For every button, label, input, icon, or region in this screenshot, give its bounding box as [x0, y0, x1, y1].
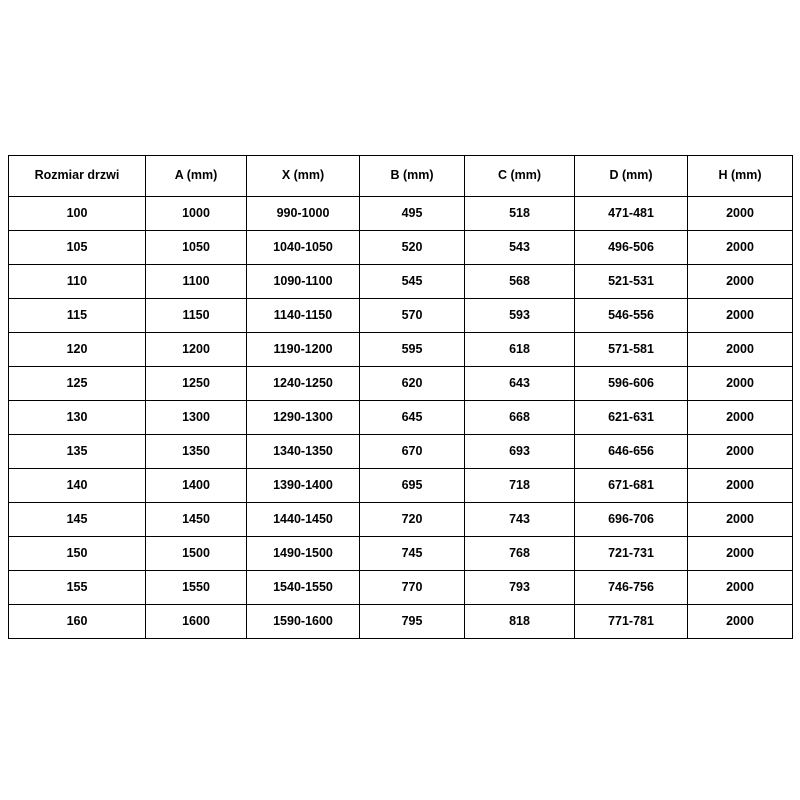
table-cell: 2000 [688, 469, 793, 503]
table-cell: 990-1000 [247, 197, 360, 231]
table-cell: 618 [465, 333, 575, 367]
table-row [9, 469, 793, 503]
table-cell: 1450 [146, 503, 247, 537]
table-cell: 621-631 [575, 401, 688, 435]
table-cell: 521-531 [575, 265, 688, 299]
table-cell: 1090-1100 [247, 265, 360, 299]
table-cell: 1200 [146, 333, 247, 367]
table-row [9, 265, 793, 299]
table-header [9, 156, 793, 197]
table-cell: 120 [9, 333, 146, 367]
table-cell: 1190-1200 [247, 333, 360, 367]
table-cell: 593 [465, 299, 575, 333]
door-size-spec-table-container [8, 155, 792, 639]
table-cell: 793 [465, 571, 575, 605]
table-cell: 1600 [146, 605, 247, 639]
table-cell: 135 [9, 435, 146, 469]
table-cell: 671-681 [575, 469, 688, 503]
door-size-spec-table [8, 155, 793, 639]
table-cell: 2000 [688, 197, 793, 231]
table-row [9, 503, 793, 537]
table-cell: 2000 [688, 435, 793, 469]
table-cell: 643 [465, 367, 575, 401]
table-cell: 125 [9, 367, 146, 401]
table-cell: 568 [465, 265, 575, 299]
table-cell: 721-731 [575, 537, 688, 571]
table-cell: 1490-1500 [247, 537, 360, 571]
column-header-c: C (mm) [465, 156, 575, 197]
table-cell: 818 [465, 605, 575, 639]
table-cell: 768 [465, 537, 575, 571]
table-cell: 160 [9, 605, 146, 639]
table-cell: 1350 [146, 435, 247, 469]
table-row [9, 537, 793, 571]
table-row [9, 435, 793, 469]
table-cell: 115 [9, 299, 146, 333]
table-cell: 1440-1450 [247, 503, 360, 537]
table-cell: 571-581 [575, 333, 688, 367]
table-cell: 110 [9, 265, 146, 299]
table-cell: 1290-1300 [247, 401, 360, 435]
table-cell: 718 [465, 469, 575, 503]
table-cell: 1550 [146, 571, 247, 605]
table-row [9, 197, 793, 231]
table-cell: 2000 [688, 299, 793, 333]
table-cell: 1400 [146, 469, 247, 503]
table-cell: 140 [9, 469, 146, 503]
table-row [9, 401, 793, 435]
table-row [9, 605, 793, 639]
table-cell: 2000 [688, 401, 793, 435]
table-cell: 495 [360, 197, 465, 231]
table-cell: 1250 [146, 367, 247, 401]
table-cell: 1140-1150 [247, 299, 360, 333]
table-cell: 520 [360, 231, 465, 265]
table-cell: 720 [360, 503, 465, 537]
table-cell: 496-506 [575, 231, 688, 265]
table-cell: 645 [360, 401, 465, 435]
table-header-row [9, 156, 793, 197]
table-cell: 646-656 [575, 435, 688, 469]
table-cell: 595 [360, 333, 465, 367]
table-cell: 570 [360, 299, 465, 333]
table-cell: 546-556 [575, 299, 688, 333]
table-cell: 1340-1350 [247, 435, 360, 469]
table-cell: 795 [360, 605, 465, 639]
table-cell: 771-781 [575, 605, 688, 639]
table-cell: 545 [360, 265, 465, 299]
table-cell: 1050 [146, 231, 247, 265]
table-cell: 1240-1250 [247, 367, 360, 401]
table-row [9, 299, 793, 333]
table-cell: 150 [9, 537, 146, 571]
table-row [9, 367, 793, 401]
table-cell: 155 [9, 571, 146, 605]
table-cell: 1150 [146, 299, 247, 333]
table-cell: 1100 [146, 265, 247, 299]
table-cell: 100 [9, 197, 146, 231]
table-cell: 668 [465, 401, 575, 435]
table-cell: 620 [360, 367, 465, 401]
table-cell: 145 [9, 503, 146, 537]
table-cell: 1390-1400 [247, 469, 360, 503]
table-cell: 745 [360, 537, 465, 571]
table-cell: 543 [465, 231, 575, 265]
column-header-x: X (mm) [247, 156, 360, 197]
table-cell: 1590-1600 [247, 605, 360, 639]
table-cell: 2000 [688, 367, 793, 401]
table-body [9, 197, 793, 639]
table-cell: 1000 [146, 197, 247, 231]
column-header-a: A (mm) [146, 156, 247, 197]
table-cell: 518 [465, 197, 575, 231]
table-row [9, 333, 793, 367]
table-cell: 2000 [688, 571, 793, 605]
table-cell: 105 [9, 231, 146, 265]
table-cell: 596-606 [575, 367, 688, 401]
table-cell: 471-481 [575, 197, 688, 231]
table-cell: 2000 [688, 537, 793, 571]
table-cell: 2000 [688, 503, 793, 537]
table-cell: 1540-1550 [247, 571, 360, 605]
table-cell: 670 [360, 435, 465, 469]
table-cell: 770 [360, 571, 465, 605]
table-cell: 2000 [688, 605, 793, 639]
table-cell: 2000 [688, 333, 793, 367]
table-cell: 2000 [688, 231, 793, 265]
table-cell: 1040-1050 [247, 231, 360, 265]
table-cell: 1300 [146, 401, 247, 435]
column-header-d: D (mm) [575, 156, 688, 197]
column-header-b: B (mm) [360, 156, 465, 197]
table-cell: 130 [9, 401, 146, 435]
column-header-door-size: Rozmiar drzwi [9, 156, 146, 197]
table-cell: 2000 [688, 265, 793, 299]
table-cell: 695 [360, 469, 465, 503]
table-cell: 696-706 [575, 503, 688, 537]
table-row [9, 231, 793, 265]
table-cell: 1500 [146, 537, 247, 571]
column-header-h: H (mm) [688, 156, 793, 197]
table-cell: 693 [465, 435, 575, 469]
table-row [9, 571, 793, 605]
table-cell: 743 [465, 503, 575, 537]
table-cell: 746-756 [575, 571, 688, 605]
